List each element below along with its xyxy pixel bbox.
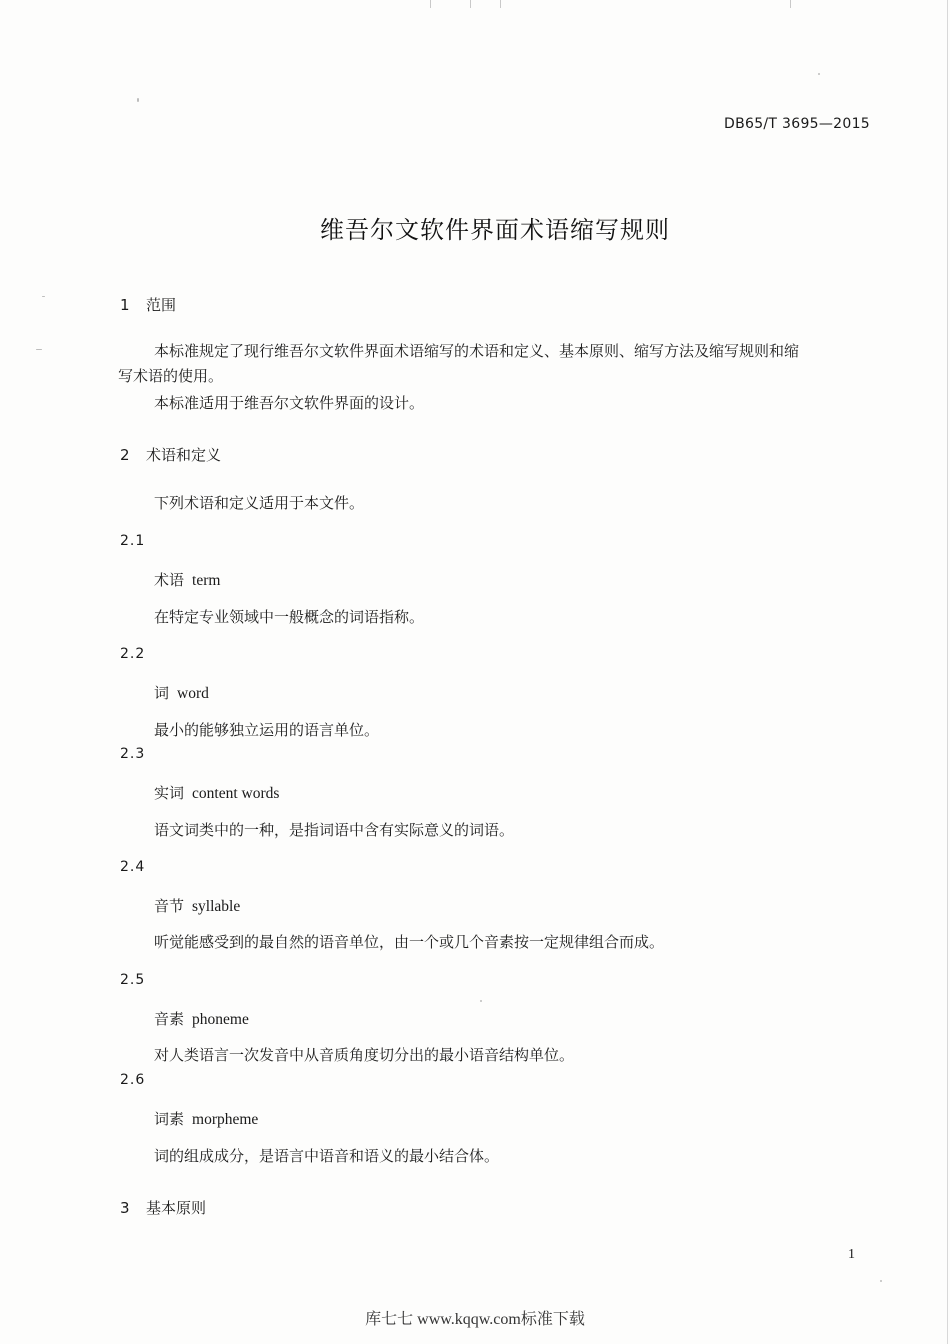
scan-mark [470, 0, 471, 8]
scan-mark [430, 0, 431, 8]
footer-watermark: 库七七 www.kqqw.com标准下载 [365, 1311, 585, 1328]
section-title: 范围 [146, 296, 177, 314]
section-3-heading [120, 1197, 206, 1218]
paragraph-line: 本标准规定了现行维吾尔文软件界面术语缩写的术语和定义、基本原则、缩写方法及缩写规则和缩 [154, 342, 800, 360]
term-english: word [177, 685, 209, 702]
term-chinese: 实词 [154, 784, 185, 802]
term-chinese: 音素 [154, 1010, 185, 1028]
term-entry [154, 569, 220, 590]
term-definition: 对人类语言一次发音中从音质角度切分出的最小语音结构单位。 [154, 1046, 575, 1064]
clause-number: 2.6 [120, 1072, 146, 1088]
term-entry [154, 682, 209, 703]
scan-mark [500, 0, 501, 8]
scope-paragraph-1 [118, 339, 878, 389]
section-number: 3 [120, 1199, 130, 1217]
term-entry [154, 895, 240, 916]
section-2-heading [120, 444, 221, 465]
term-chinese: 词 [154, 684, 170, 702]
term-entry [154, 1008, 249, 1029]
scan-speck [818, 73, 820, 75]
scan-speck [42, 296, 45, 297]
term-definition: 语文词类中的一种，是指词语中含有实际意义的词语。 [154, 821, 515, 839]
page-edge-line [947, 0, 948, 1344]
clause-number: 2.5 [120, 972, 146, 988]
term-english: term [192, 572, 221, 589]
paragraph-line: 本标准适用于维吾尔文软件界面的设计。 [154, 394, 425, 412]
term-english: syllable [192, 898, 241, 915]
standard-number: DB65/T 3695—2015 [724, 116, 870, 132]
paragraph-line: 写术语的使用。 [118, 367, 224, 385]
term-chinese: 音节 [154, 897, 185, 915]
section-1-heading [120, 294, 176, 315]
section-number: 2 [120, 446, 130, 464]
clause-number: 2.1 [120, 533, 146, 549]
terms-intro [118, 491, 878, 516]
scan-mark [790, 0, 791, 8]
scan-speck [36, 349, 42, 350]
term-definition: 最小的能够独立运用的语言单位。 [154, 721, 380, 739]
section-title: 术语和定义 [146, 446, 222, 464]
term-definition: 在特定专业领域中一般概念的词语指称。 [154, 608, 425, 626]
clause-number: 2.3 [120, 746, 146, 762]
clause-number: 2.2 [120, 646, 146, 662]
clause-number: 2.4 [120, 859, 146, 875]
page-number: 1 [848, 1247, 855, 1262]
term-chinese: 词素 [154, 1110, 185, 1128]
term-entry [154, 782, 279, 803]
scope-paragraph-2 [118, 391, 878, 416]
scan-speck [880, 1280, 882, 1282]
term-english: content words [192, 785, 280, 802]
term-english: phoneme [192, 1011, 249, 1028]
scan-speck [480, 1000, 482, 1002]
term-english: morpheme [192, 1111, 259, 1128]
term-chinese: 术语 [154, 571, 185, 589]
document-title: 维吾尔文软件界面术语缩写规则 [320, 216, 670, 244]
scan-speck [137, 98, 139, 102]
section-number: 1 [120, 296, 130, 314]
paragraph-line: 下列术语和定义适用于本文件。 [154, 494, 365, 512]
section-title: 基本原则 [146, 1199, 207, 1217]
term-definition: 听觉能感受到的最自然的语音单位，由一个或几个音素按一定规律组合而成。 [154, 933, 665, 951]
term-definition: 词的组成成分，是语言中语音和语义的最小结合体。 [154, 1147, 500, 1165]
term-entry [154, 1108, 258, 1129]
